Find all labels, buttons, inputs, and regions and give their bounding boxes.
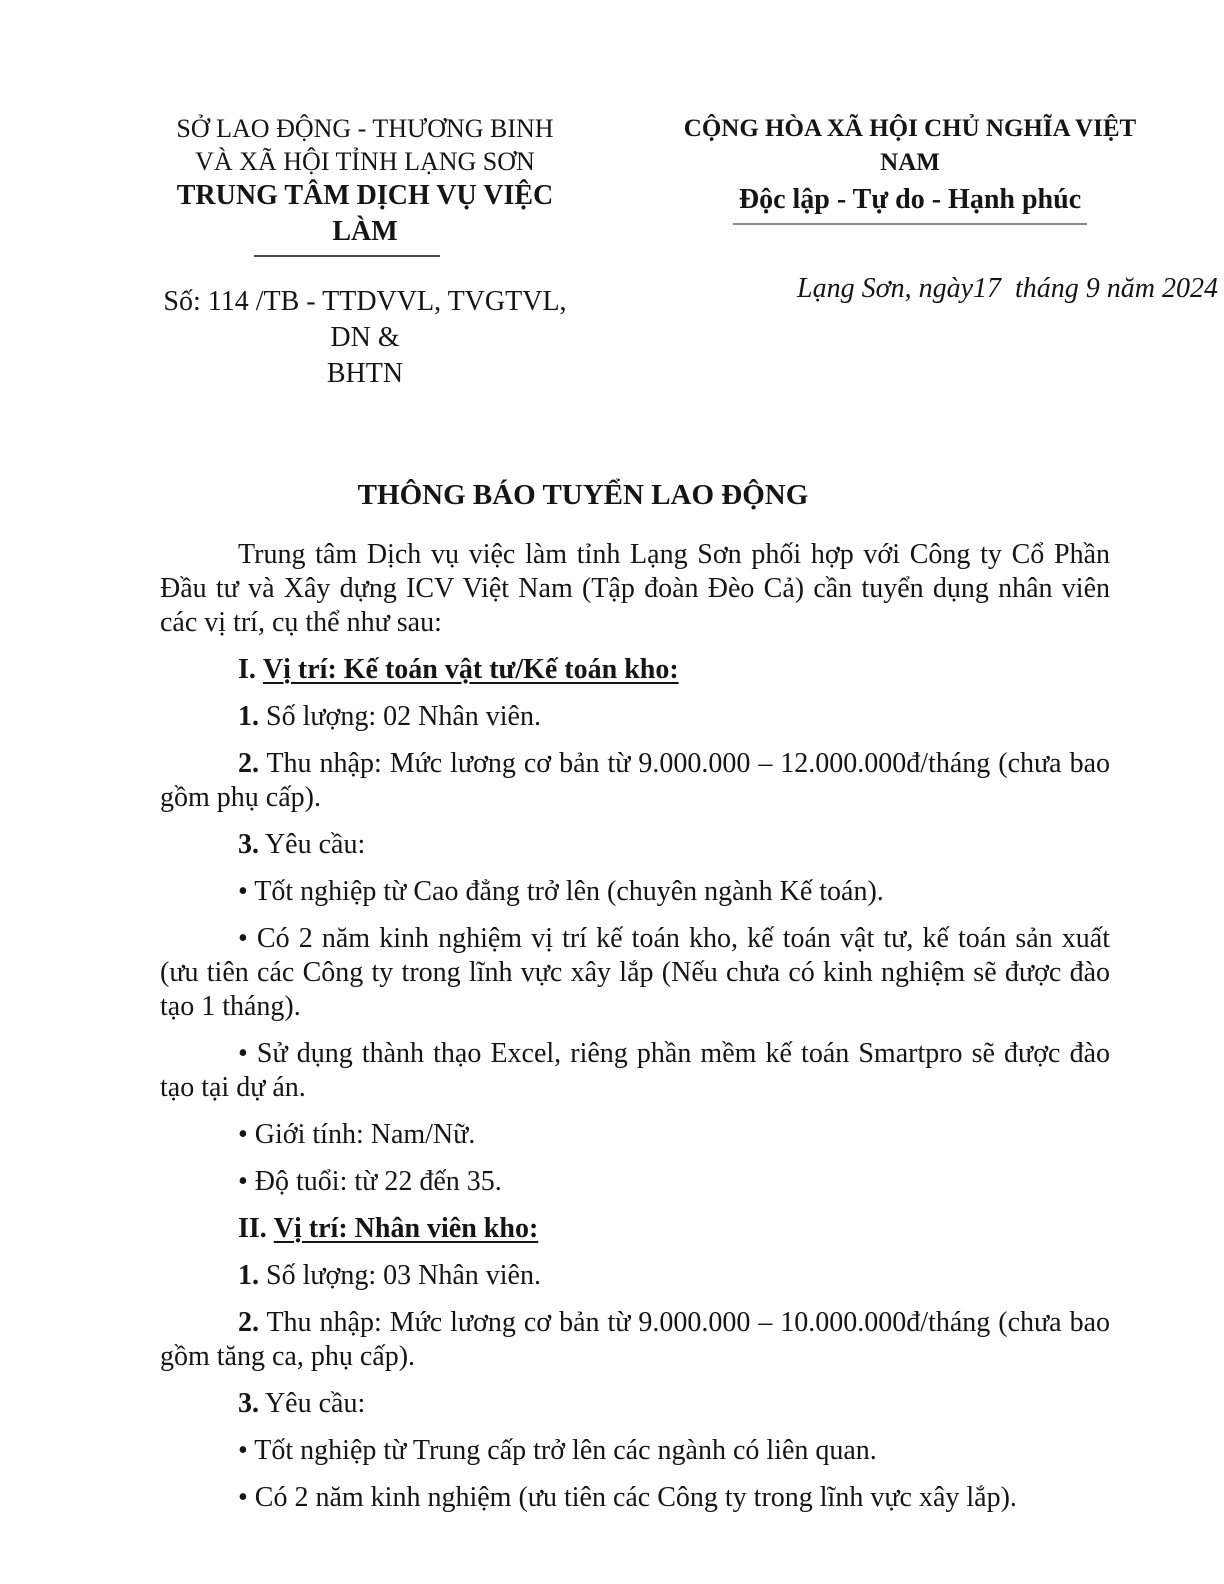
numbered-item xyxy=(160,747,1110,815)
item-text: Yêu cầu: xyxy=(259,829,366,860)
document-header xyxy=(0,0,1224,392)
document-number-line2: BHTN xyxy=(326,358,404,389)
numbered-item xyxy=(160,1259,1110,1293)
bullet-item xyxy=(160,1165,1110,1199)
section-heading xyxy=(160,1212,1110,1246)
bullet-text: • Độ tuổi: từ 22 đến 35. xyxy=(238,1166,502,1197)
bullet-text: • Giới tính: Nam/Nữ. xyxy=(238,1119,476,1150)
bullet-text: • Sử dụng thành thạo Excel, riêng phần mềm kế toán Smartpro sẽ được đào tạo tại dự án. xyxy=(160,1038,1110,1103)
section-heading xyxy=(160,653,1110,687)
body-paragraph xyxy=(160,538,1110,640)
country-name: CỘNG HÒA XÃ HỘI CHỦ NGHĨA VIỆT NAM xyxy=(683,115,1137,176)
item-text: Số lượng: 03 Nhân viên. xyxy=(259,1260,541,1291)
item-text: Thu nhập: Mức lương cơ bản từ 9.000.000 – 10.000.000đ/tháng (chưa bao gồm tăng ca, phụ cấp). xyxy=(160,1307,1110,1372)
document-title: THÔNG BÁO TUYỂN LAO ĐỘNG xyxy=(357,479,809,511)
item-number: 3. xyxy=(238,829,259,860)
bullet-text: • Tốt nghiệp từ Trung cấp trở lên các ngành có liên quan. xyxy=(238,1435,877,1466)
numbered-item xyxy=(160,828,1110,862)
bullet-item xyxy=(160,1481,1110,1515)
document-number xyxy=(150,284,580,392)
item-number: 3. xyxy=(238,1388,259,1419)
section-number: II. xyxy=(238,1213,267,1244)
document-number-line1: Số: 114 /TB - TTDVVL, TVGTVL, DN & xyxy=(163,286,567,353)
section-label: Vị trí: Nhân viên kho: xyxy=(273,1213,539,1244)
item-text: Yêu cầu: xyxy=(259,1388,366,1419)
document-body xyxy=(160,538,1110,1515)
bullet-item xyxy=(160,1037,1110,1105)
item-number: 2. xyxy=(238,748,259,779)
paragraph-text: Trung tâm Dịch vụ việc làm tỉnh Lạng Sơn phối hợp với Công ty Cổ Phần Đầu tư và Xây dựng ICV Việt Nam (Tập đoàn Đèo Cả) cần tuyển dụng nhân viên các vị trí, cụ thể như sau: xyxy=(160,539,1110,638)
org-parent-line2: VÀ XÃ HỘI TỈNH LẠNG SƠN xyxy=(195,147,535,176)
item-number: 1. xyxy=(238,1260,259,1291)
place-and-date: Lạng Sơn, ngày17 tháng 9 năm 2024 xyxy=(797,273,1218,304)
bullet-item xyxy=(160,1118,1110,1152)
numbered-item xyxy=(160,1387,1110,1421)
item-number: 1. xyxy=(238,701,259,732)
motto-wrap xyxy=(660,182,1160,225)
item-text: Thu nhập: Mức lương cơ bản từ 9.000.000 – 12.000.000đ/tháng (chưa bao gồm phụ cấp). xyxy=(160,748,1110,813)
national-header-block xyxy=(660,112,1218,392)
org-name: TRUNG TÂM DỊCH VỤ VIỆC LÀM xyxy=(176,180,554,247)
bullet-item xyxy=(160,875,1110,909)
section-label: Vị trí: Kế toán vật tư/Kế toán kho: xyxy=(262,654,679,685)
bullet-text: • Tốt nghiệp từ Cao đẳng trở lên (chuyên ngành Kế toán). xyxy=(238,876,884,907)
item-text: Số lượng: 02 Nhân viên. xyxy=(259,701,541,732)
bullet-text: • Có 2 năm kinh nghiệm vị trí kế toán kho, kế toán vật tư, kế toán sản xuất (ưu tiên các Công ty trong lĩnh vực xây lắp (Nếu chưa có kinh nghiệm sẽ được đào tạo 1 tháng). xyxy=(160,923,1110,1022)
bullet-text: • Có 2 năm kinh nghiệm (ưu tiên các Công ty trong lĩnh vực xây lắp). xyxy=(238,1482,1017,1513)
item-number: 2. xyxy=(238,1307,259,1338)
issuing-org-block xyxy=(150,112,580,392)
bullet-item xyxy=(160,1434,1110,1468)
numbered-item xyxy=(160,1306,1110,1374)
section-number: I. xyxy=(238,654,256,685)
bullet-item xyxy=(160,922,1110,1024)
org-parent-line1: SỞ LAO ĐỘNG - THƯƠNG BINH xyxy=(176,114,554,143)
numbered-item xyxy=(160,700,1110,734)
national-motto: Độc lập - Tự do - Hạnh phúc xyxy=(733,182,1087,225)
org-underline-rule xyxy=(254,255,440,257)
